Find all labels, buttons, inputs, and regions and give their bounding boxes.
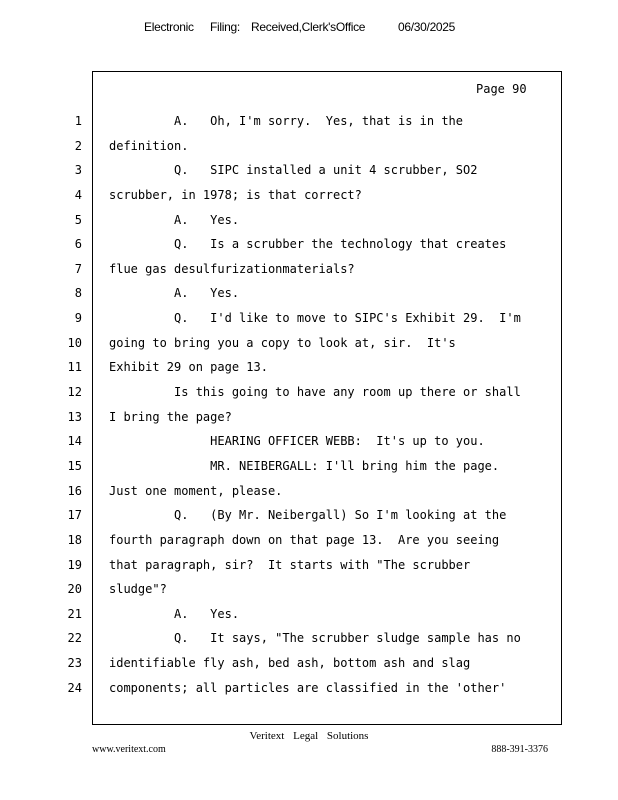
transcript-line: A. Yes.	[109, 212, 240, 227]
filing-received: Received,Clerk'sOffice	[251, 20, 366, 34]
transcript-text	[109, 109, 549, 700]
transcript-line: MR. NEIBERGALL: I'll bring him the page.	[109, 458, 500, 473]
transcript-line: going to bring you a copy to look at, sir. It's	[109, 335, 456, 350]
line-number: 21	[67, 606, 82, 621]
transcript-line: A. Oh, I'm sorry. Yes, that is in the	[109, 114, 464, 128]
line-number: 11	[67, 360, 82, 375]
page-number: Page 90	[476, 82, 527, 96]
line-number: 4	[74, 187, 82, 202]
line-number: 24	[67, 680, 82, 695]
transcript-line: sludge"?	[109, 582, 167, 597]
line-number: 2	[74, 138, 82, 153]
transcript-line: scrubber, in 1978; is that correct?	[109, 187, 362, 202]
transcript-line: Q. SIPC installed a unit 4 scrubber, SO2	[109, 163, 478, 178]
line-number: 9	[74, 311, 82, 326]
filing-stamp	[0, 20, 618, 38]
line-number-column	[60, 109, 82, 700]
footer-phone: 888-391-3376	[491, 744, 548, 755]
transcript-line: that paragraph, sir? It starts with "The scrubber	[109, 557, 471, 572]
transcript-line: components; all particles are classified in the 'other'	[109, 680, 507, 695]
line-number: 19	[67, 557, 82, 572]
line-number: 17	[67, 508, 82, 523]
filing-electronic: Electronic	[144, 20, 194, 34]
line-number: 10	[67, 335, 82, 350]
transcript-line: identifiable fly ash, bed ash, bottom ash and slag	[109, 656, 471, 671]
line-number: 3	[74, 163, 82, 178]
transcript-line: I bring the page?	[109, 409, 232, 424]
filing-label: Filing:	[210, 20, 240, 34]
line-number: 18	[67, 532, 82, 547]
transcript-line: Exhibit 29 on page 13.	[109, 360, 268, 375]
line-number: 6	[74, 237, 82, 252]
transcript-line: Q. I'd like to move to SIPC's Exhibit 29. I'm	[109, 311, 521, 326]
transcript-line: Q. It says, "The scrubber sludge sample has no	[109, 631, 521, 646]
footer-company: Veritext Legal Solutions	[249, 730, 369, 742]
transcript-line: Q. (By Mr. Neibergall) So I'm looking at the	[109, 508, 507, 523]
line-number: 23	[67, 656, 82, 671]
transcript-line: fourth paragraph down on that page 13. Are you seeing	[109, 532, 500, 547]
transcript-line: Just one moment, please.	[109, 483, 283, 498]
line-number: 22	[67, 631, 82, 646]
filing-date: 06/30/2025	[398, 20, 456, 34]
transcript-line: A. Yes.	[109, 286, 240, 301]
transcript-line: Is this going to have any room up there or shall	[109, 385, 521, 400]
line-number: 7	[74, 261, 82, 276]
transcript-line: Q. Is a scrubber the technology that creates	[109, 237, 507, 252]
transcript-line: A. Yes.	[109, 606, 240, 621]
footer-website: www.veritext.com	[92, 744, 166, 755]
line-number: 8	[74, 286, 82, 301]
line-number: 14	[67, 434, 82, 449]
line-number: 1	[74, 114, 82, 128]
line-number: 12	[67, 385, 82, 400]
line-number: 15	[67, 458, 82, 473]
line-number: 20	[67, 582, 82, 597]
line-number: 16	[67, 483, 82, 498]
transcript-line: definition.	[109, 138, 189, 153]
line-number: 13	[67, 409, 82, 424]
transcript-line: HEARING OFFICER WEBB: It's up to you.	[109, 434, 485, 449]
line-number: 5	[74, 212, 82, 227]
transcript-line: flue gas desulfurizationmaterials?	[109, 261, 355, 276]
